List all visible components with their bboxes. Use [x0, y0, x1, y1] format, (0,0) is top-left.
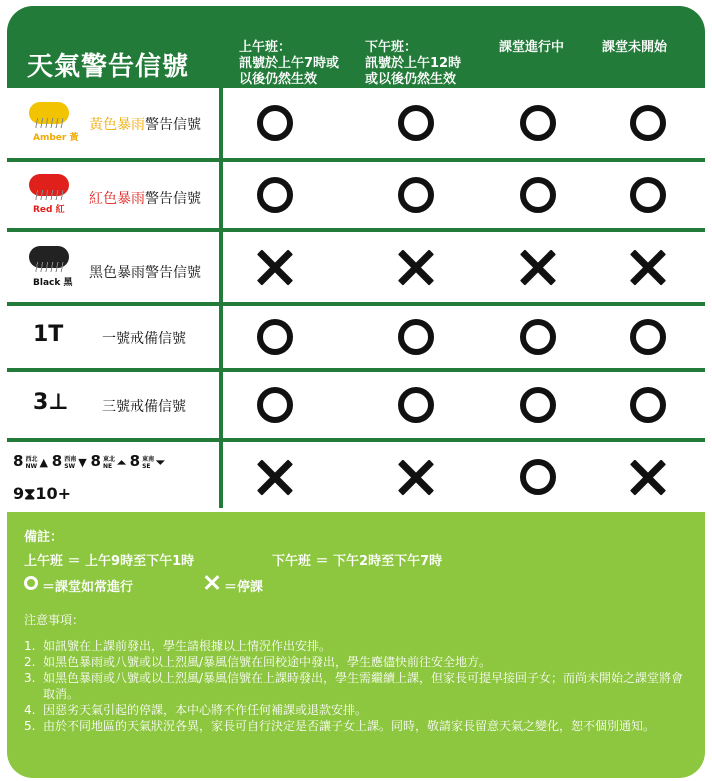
- circle-icon: [520, 459, 556, 495]
- row-label: [7, 88, 219, 158]
- row-label: [7, 372, 219, 438]
- cross-legend-text: ＝停課: [224, 580, 264, 595]
- attention-heading: 注意事項：: [24, 613, 85, 627]
- attention-list: [24, 638, 694, 734]
- header-class-in-progress: 課堂進行中: [499, 40, 565, 55]
- table-row: [7, 372, 705, 438]
- list-item: 2. 如黑色暴雨或八號或以上烈風/暴風信號在回校途中發出，學生應儘快前往安全地方。: [24, 655, 492, 669]
- rain-icon: [33, 262, 65, 272]
- warning-name: 一號戒備信號: [102, 331, 186, 347]
- triangle-up-icon: ▲: [39, 456, 48, 469]
- circle-icon: [630, 387, 666, 423]
- warning-name: 警告信號: [145, 117, 201, 133]
- circle-icon: [398, 387, 434, 423]
- circle-icon: [520, 319, 556, 355]
- icon-label-en: Amber: [33, 133, 67, 143]
- page-title: 天氣警告信號: [27, 52, 190, 82]
- header-am-class: 上午班： 訊號於上午7時或 以後仍然生效: [239, 40, 340, 87]
- row-label: [7, 442, 219, 512]
- signal-8-icons: 8 西北 NW ▲ 8 西南 SW ▼ 8 東北 NE ⏶ 8 東南 SE ⏷: [13, 452, 165, 470]
- row-label: [7, 306, 219, 368]
- list-item: 3. 如黑色暴雨或八號或以上烈風/暴風信號在上課時發出，學生需繼續上課，但家長可提早接回子女；而尚未開始之課堂將會取消。: [24, 671, 684, 701]
- cross-icon: [630, 459, 666, 495]
- warning-name-colored: 紅色暴雨: [89, 191, 145, 207]
- circle-icon: [398, 105, 434, 141]
- row-label: [7, 162, 219, 228]
- circle-icon: [257, 387, 293, 423]
- am-class-time: 上午班 ＝ 上午9時至下午1時: [24, 554, 195, 569]
- circle-icon: [257, 105, 293, 141]
- header-pm-class: 下午班： 訊號於上午12時 或以後仍然生效: [365, 40, 462, 87]
- weather-warning-card: [7, 6, 705, 778]
- table-row: [7, 232, 705, 302]
- circle-icon: [257, 319, 293, 355]
- double-triangle-up-icon: ⏶: [116, 456, 126, 469]
- icon-label-zh: 黑: [63, 278, 73, 288]
- circle-icon: [398, 319, 434, 355]
- circle-icon: [630, 177, 666, 213]
- cross-icon: [398, 459, 434, 495]
- signal-3-icon: 3⊥: [33, 390, 69, 415]
- circle-icon: [520, 387, 556, 423]
- signal-1-icon: 1T: [33, 322, 64, 347]
- rain-icon: [33, 118, 65, 128]
- icon-label-zh: 黃: [69, 133, 79, 143]
- rain-icon: [33, 190, 65, 200]
- circle-icon: [520, 177, 556, 213]
- cross-icon: [520, 249, 556, 285]
- cross-legend-icon: [205, 575, 219, 589]
- triangle-down-icon: ▼: [78, 456, 87, 469]
- warning-name: 黑色暴雨警告信號: [89, 265, 201, 281]
- warning-name: 三號戒備信號: [102, 399, 186, 415]
- notes-panel: [7, 512, 705, 778]
- signal-9-10-icons: 9⧗10+: [13, 484, 72, 503]
- list-item: 4. 因惡劣天氣引起的停課，本中心將不作任何補課或退款安排。: [24, 703, 368, 717]
- cross-icon: [630, 249, 666, 285]
- table-row: [7, 88, 705, 158]
- circle-icon: [630, 105, 666, 141]
- column-divider: [219, 88, 223, 508]
- warning-name: 警告信號: [145, 191, 201, 207]
- cross-icon: [257, 249, 293, 285]
- table-row: [7, 162, 705, 228]
- circle-icon: [630, 319, 666, 355]
- icon-label-en: Black: [33, 278, 61, 288]
- cross-icon: [398, 249, 434, 285]
- table-header: [7, 6, 705, 88]
- icon-label-en: Red: [33, 205, 53, 215]
- double-triangle-down-icon: ⏷: [156, 456, 165, 469]
- circle-icon: [257, 177, 293, 213]
- cross-icon: [257, 459, 293, 495]
- circle-legend-icon: [24, 576, 38, 590]
- list-item: 5. 由於不同地區的天氣狀況各異，家長可自行決定是否讓子女上課。同時，敬請家長留意天氣之變化，恕不個別通知。: [24, 719, 656, 733]
- icon-label-zh: 紅: [55, 205, 65, 215]
- list-item: 1. 如訊號在上課前發出，學生請根據以上情況作出安排。: [24, 639, 332, 653]
- row-label: [7, 232, 219, 302]
- table-row: [7, 442, 705, 512]
- circle-icon: [398, 177, 434, 213]
- table-row: [7, 306, 705, 368]
- warning-name-colored: 黃色暴雨: [89, 117, 145, 133]
- circle-legend-text: ＝課堂如常進行: [42, 580, 134, 595]
- circle-icon: [520, 105, 556, 141]
- header-class-not-started: 課堂未開始: [602, 40, 668, 55]
- notes-heading: 備註：: [24, 530, 64, 545]
- pm-class-time: 下午班 ＝ 下午2時至下午7時: [272, 554, 443, 569]
